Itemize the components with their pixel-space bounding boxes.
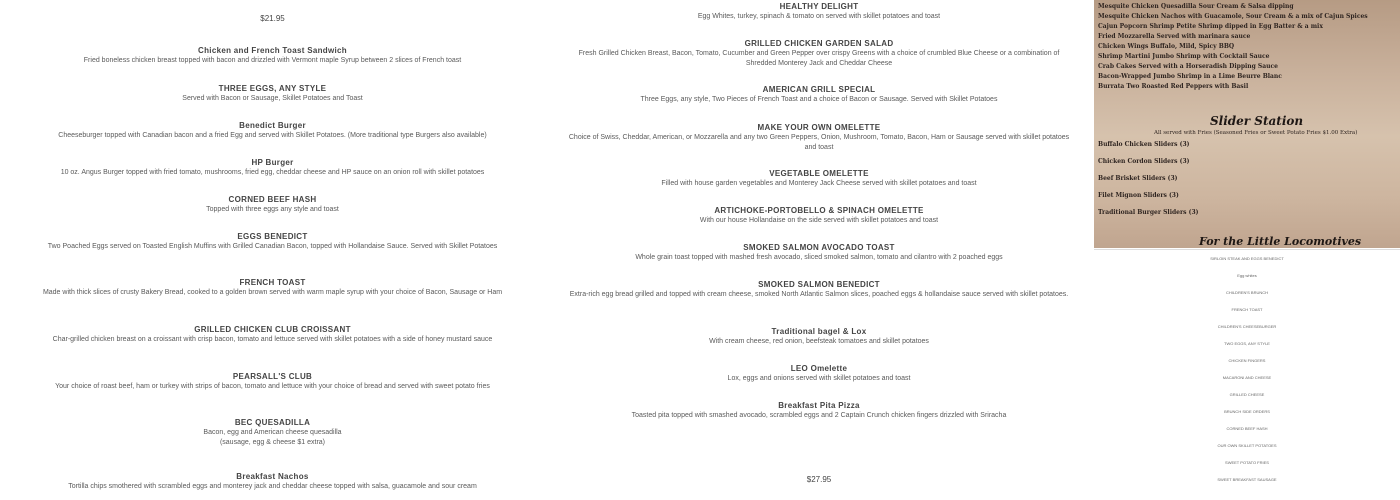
slider-station-heading: Slider Station xyxy=(1210,114,1304,128)
slider-station-subheading: All served with Fries (Seasoned Fries or Sweet Potato Fries $1.00 Extra) xyxy=(1154,130,1358,136)
slider-line: Traditional Burger Sliders (3) xyxy=(1098,209,1199,216)
item-title: LEO Omelette xyxy=(790,364,848,373)
left-menu-item xyxy=(0,371,545,392)
item-title: Breakfast Nachos xyxy=(236,472,309,481)
middle-menu-column xyxy=(545,0,1093,500)
item-title: VEGETABLE OMELETTE xyxy=(769,169,869,178)
item-description: Extra-rich egg bread grilled and topped with cream cheese, smoked North Atlantic Salmon slices, poached eggs & hollandaise sauce served with skillet potatoes. xyxy=(569,291,1069,298)
photo-menu-line: Cajun Popcorn Shrimp Petite Shrimp dipped in Egg Batter & a mix xyxy=(1098,23,1323,30)
thumbnail-row: CHILDREN'S BRUNCH xyxy=(1225,290,1269,295)
item-title: THREE EGGS, ANY STYLE xyxy=(218,84,327,93)
slider-line: Buffalo Chicken Sliders (3) xyxy=(1098,141,1190,148)
slider-line: Filet Mignon Sliders (3) xyxy=(1098,192,1179,199)
item-description: Bacon, egg and American cheese quesadilla xyxy=(203,429,342,436)
photo-menu-line: Shrimp Martini Jumbo Shrimp with Cocktail Sauce xyxy=(1098,53,1270,60)
left-menu-column xyxy=(0,0,545,500)
item-description: Three Eggs, any style, Two Pieces of French Toast and a choice of Bacon or Sausage. Served with Skillet Potatoes xyxy=(640,96,998,103)
thumbnail-row: CHICKEN FINGERS xyxy=(1228,358,1266,363)
left-menu-item xyxy=(0,324,545,345)
left-menu-item xyxy=(0,157,545,178)
item-title: ARTICHOKE-PORTOBELLO & SPINACH OMELETTE xyxy=(714,206,924,215)
thumbnail-row: FRENCH TOAST xyxy=(1231,307,1263,312)
item-description: Your choice of roast beef, ham or turkey with strips of bacon, tomato and lettuce with your choice of bread and served with sweet potato fries xyxy=(55,383,490,390)
slider-line: Chicken Cordon Sliders (3) xyxy=(1098,158,1190,165)
thumbnail-row: OUR OWN SKILLET POTATOES xyxy=(1217,443,1277,448)
left-menu-item xyxy=(0,194,545,215)
item-title: Breakfast Pita Pizza xyxy=(778,401,860,410)
left-menu-item xyxy=(0,417,545,448)
mid-menu-item xyxy=(545,205,1093,226)
left-menu-item xyxy=(0,120,545,141)
photo-menu-line: Mesquite Chicken Nachos with Guacamole, Sour Cream & a mix of Cajun Spices xyxy=(1098,13,1368,20)
photo-footer-heading: For the Little Locomotives xyxy=(1199,235,1362,248)
thumbnail-row: BRUNCH SIDE ORDERS xyxy=(1224,409,1270,414)
photo-menu-line: Fried Mozzarella Served with marinara sauce xyxy=(1098,33,1251,40)
mid-menu-item xyxy=(545,400,1093,421)
thumbnail-row: SWEET BREAKFAST SAUSAGE xyxy=(1217,477,1277,482)
item-title: FRENCH TOAST xyxy=(239,278,306,287)
mid-menu-item xyxy=(545,1,1093,22)
menu-photo xyxy=(1094,0,1400,248)
mid-menu-item xyxy=(545,326,1093,347)
photo-menu-line: Burrata Two Roasted Red Peppers with Basil xyxy=(1098,83,1249,90)
item-title: PEARSALL'S CLUB xyxy=(232,372,313,381)
thumbnail-row: MACARONI AND CHEESE xyxy=(1222,375,1272,380)
left-menu-item xyxy=(0,277,545,298)
item-title: GRILLED CHICKEN GARDEN SALAD xyxy=(744,39,894,48)
photo-menu-line: Crab Cakes Served with a Horseradish Dipping Sauce xyxy=(1098,63,1278,70)
thumbnail-row: SIRLOIN STEAK AND EGGS BENEDICT xyxy=(1210,256,1284,261)
thumbnail-row: Egg whites xyxy=(1237,273,1257,278)
kids-menu-thumbnail xyxy=(1094,249,1400,500)
item-description: Choice of Swiss, Cheddar, American, or Mozzarella and any two Green Peppers, Onion, Mushroom, Tomato, Bacon, Ham or Sausage served with skillet potatoes and toast xyxy=(568,134,1070,151)
item-description: Tortilla chips smothered with scrambled eggs and monterey jack and cheddar cheese topped with salsa, guacamole and sour cream xyxy=(68,483,477,490)
left-menu-item xyxy=(0,45,545,66)
item-title: HP Burger xyxy=(251,158,294,167)
thumbnail-row: CHILDREN'S CHEESEBURGER xyxy=(1217,324,1277,329)
mid-menu-item xyxy=(545,38,1093,69)
item-title: EGGS BENEDICT xyxy=(237,232,308,241)
item-title: Benedict Burger xyxy=(239,121,306,130)
mid-menu-item xyxy=(545,122,1093,153)
item-title: BEC QUESADILLA xyxy=(234,418,311,427)
price-bottom: $27.95 xyxy=(806,475,832,484)
item-title: Chicken and French Toast Sandwich xyxy=(198,46,347,55)
right-image-column xyxy=(1094,0,1400,500)
price-top: $21.95 xyxy=(260,14,285,23)
item-title: SMOKED SALMON AVOCADO TOAST xyxy=(743,243,895,252)
item-title: HEALTHY DELIGHT xyxy=(779,2,859,11)
item-title: GRILLED CHICKEN CLUB CROISSANT xyxy=(194,325,351,334)
photo-menu-line: Bacon-Wrapped Jumbo Shrimp in a Lime Beurre Blanc xyxy=(1098,73,1282,80)
thumbnail-row: CORNED BEEF HASH xyxy=(1226,426,1268,431)
item-title: Traditional bagel & Lox xyxy=(771,327,867,336)
mid-menu-item xyxy=(545,363,1093,384)
item-description: Served with Bacon or Sausage, Skillet Potatoes and Toast xyxy=(182,95,363,102)
slider-line: Beef Brisket Sliders (3) xyxy=(1098,175,1178,182)
mid-menu-item xyxy=(545,242,1093,263)
item-description: Cheeseburger topped with Canadian bacon and a fried Egg and served with Skillet Potatoes. (More traditional type Burgers also available) xyxy=(58,132,487,139)
item-description: 10 oz. Angus Burger topped with fried tomato, mushrooms, fried egg, cheddar cheese and HP sauce on an onion roll with skillet potatoes xyxy=(60,169,485,176)
item-description: Toasted pita topped with smashed avocado, scrambled eggs and 2 Captain Crunch chicken fingers drizzled with Sriracha xyxy=(631,412,1007,419)
left-menu-item xyxy=(0,471,545,492)
mid-menu-item xyxy=(545,168,1093,189)
item-description: Egg Whites, turkey, spinach & tomato on served with skillet potatoes and toast xyxy=(697,13,941,20)
item-description: With cream cheese, red onion, beefsteak tomatoes and skillet potatoes xyxy=(709,338,929,345)
item-description: With our house Hollandaise on the side served with skillet potatoes and toast xyxy=(699,217,939,224)
item-description: Filled with house garden vegetables and Monterey Jack Cheese served with skillet potatoes and toast xyxy=(661,180,977,187)
item-title: SMOKED SALMON BENEDICT xyxy=(758,280,880,289)
item-description: Topped with three eggs any style and toast xyxy=(206,206,339,213)
mid-menu-item xyxy=(545,279,1093,300)
left-menu-item xyxy=(0,83,545,104)
item-description: Two Poached Eggs served on Toasted English Muffins with Grilled Canadian Bacon, topped with Hollandaise Sauce. Served with Skillet Potatoes xyxy=(47,243,498,250)
left-menu-item xyxy=(0,231,545,252)
item-description: Whole grain toast topped with mashed fresh avocado, sliced smoked salmon, tomato and cilantro with 2 poached eggs xyxy=(635,254,1003,261)
thumbnail-row: TWO EGGS, ANY STYLE xyxy=(1224,341,1270,346)
item-title: AMERICAN GRILL SPECIAL xyxy=(762,85,876,94)
photo-menu-line: Chicken Wings Buffalo, Mild, Spicy BBQ xyxy=(1098,43,1235,50)
item-description: Fried boneless chicken breast topped with bacon and drizzled with Vermont maple Syrup between 2 slices of French toast xyxy=(83,57,462,64)
item-title: CORNED BEEF HASH xyxy=(228,195,317,204)
item-description-extra: (sausage, egg & cheese $1 extra) xyxy=(219,439,326,446)
item-description: Fresh Grilled Chicken Breast, Bacon, Tomato, Cucumber and Green Pepper over crispy Greens with a choice of crumbled Blue Cheese or a combination of Shredded Monterey Jack and Cheddar Cheese xyxy=(578,50,1060,67)
item-description: Char-grilled chicken breast on a croissant with crisp bacon, tomato and lettuce served with skillet potatoes with a side of honey mustard sauce xyxy=(52,336,493,343)
item-description: Lox, eggs and onions served with skillet potatoes and toast xyxy=(727,375,911,382)
mid-menu-item xyxy=(545,84,1093,105)
thumbnail-row: SWEET POTATO FRIES xyxy=(1225,460,1269,465)
thumbnail-row: GRILLED CHEESE xyxy=(1229,392,1265,397)
photo-menu-line: Mesquite Chicken Quesadilla Sour Cream & Salsa dipping xyxy=(1098,3,1294,10)
item-description: Made with thick slices of crusty Bakery Bread, cooked to a golden brown served with warm maple syrup with your choice of Bacon, Sausage or Ham xyxy=(42,289,503,296)
item-title: MAKE YOUR OWN OMELETTE xyxy=(757,123,881,132)
